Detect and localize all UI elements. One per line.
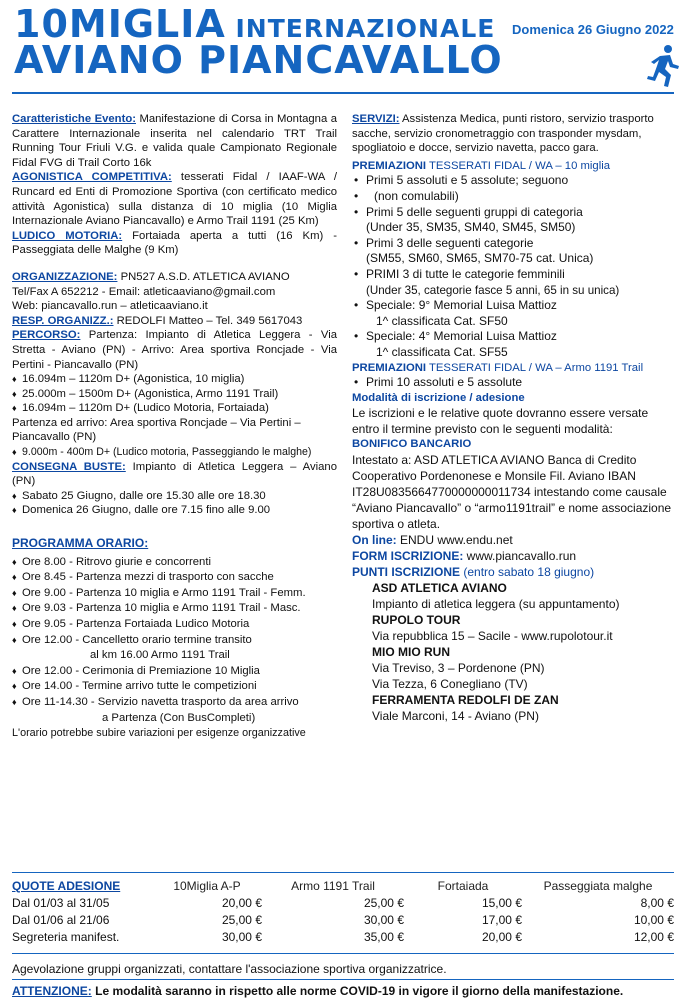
telfax-line: Tel/Fax A 652212 - Email: atleticaaviano@gmail.com	[12, 285, 276, 298]
bonifico-heading	[352, 437, 678, 452]
programma-cont: a Partenza (Con BusCompleti)	[102, 711, 256, 724]
title-miglia: MIGLIA	[68, 2, 226, 46]
programma-label: PROGRAMMA ORARIO:	[12, 536, 149, 551]
title-number: 10	[14, 2, 69, 46]
premiazione-subitem: (Under 35, categorie fasce 5 anni, 65 in su unica)	[366, 283, 620, 297]
online-line	[352, 532, 678, 548]
bonifico-label: BONIFICO BANCARIO	[352, 438, 472, 451]
resp-paragraph	[12, 314, 337, 329]
premiazione-item: • PRIMI 3 di tutte le categorie femminili	[352, 267, 678, 283]
servizi-label: SERVIZI:	[352, 113, 400, 125]
premiazione-item: • Speciale: 4° Memorial Luisa Mattioz	[352, 329, 678, 345]
quote-label: QUOTE ADESIONE	[12, 879, 121, 893]
form-label: FORM ISCRIZIONE:	[352, 548, 464, 563]
quote-value: 30,00 €	[221, 930, 262, 944]
quote-header-row	[12, 878, 674, 895]
quote-column-header: Fortaiada	[437, 879, 489, 893]
programma-note: L'orario potrebbe subire variazioni per esigenze organizzative	[12, 727, 306, 740]
modalita-heading	[352, 391, 678, 406]
punti-heading	[352, 564, 678, 580]
quote-value: 17,00 €	[481, 913, 522, 927]
punto-name: RUPOLO TOUR	[372, 612, 461, 627]
punto-iscrizione	[352, 580, 678, 612]
premiazioni-trail-label: PREMIAZIONI	[352, 361, 427, 374]
programma-item: ♦ Ore 8.45 - Partenza mezzi di trasporto con sacche	[12, 570, 337, 586]
quote-column-header: Armo 1191 Trail	[291, 879, 375, 893]
partenza-arrivo: Partenza ed arrivo: Area sportiva Roncjade – Via Pertini – Piancavallo (PN)	[12, 416, 301, 444]
programma-item: ♦ Ore 9.03 - Partenza 10 miglia e Armo 1191 Trail - Masc.	[12, 601, 337, 617]
agonistica-paragraph	[12, 170, 337, 228]
punto-line: Via Tezza, 6 Conegliano (TV)	[372, 676, 528, 691]
punto-iscrizione	[352, 692, 678, 724]
punto-line: Impianto di atletica leggera (su appuntamento)	[372, 596, 620, 611]
quote-value: 30,00 €	[363, 913, 404, 927]
punto-name: FERRAMENTA REDOLFI DE ZAN	[372, 692, 559, 707]
quote-value: 15,00 €	[481, 896, 522, 910]
punto-line: Via repubblica 15 – Sacile - www.rupolotour.it	[372, 628, 613, 643]
quote-value: 20,00 €	[221, 896, 262, 910]
programma-item: ♦ Ore 14.00 - Termine arrivo tutte le competizioni	[12, 679, 337, 695]
programma-item: ♦ Ore 12.00 - Cerimonia di Premiazione 10 Miglia	[12, 664, 337, 680]
ludico-paragraph	[12, 229, 337, 258]
programma-item: ♦ Ore 9.00 - Partenza 10 miglia e Armo 1191 Trail - Femm.	[12, 586, 337, 602]
servizi-paragraph	[352, 112, 678, 156]
caratteristiche-paragraph	[12, 112, 337, 170]
punto-iscrizione	[352, 644, 678, 692]
consegna-paragraph	[12, 460, 337, 489]
organizzazione-label: ORGANIZZAZIONE:	[12, 270, 118, 283]
premiazione-subitem: 1^ classificata Cat. SF50	[376, 313, 508, 328]
premiazione-subitem: 1^ classificata Cat. SF55	[376, 344, 508, 359]
quote-bottom-rule	[12, 953, 674, 954]
consegna-label: CONSEGNA BUSTE:	[12, 460, 126, 473]
agonistica-text: tesserati Fidal / IAAF-WA / Runcard ed Enti di Promozione Sportiva (con certificato medico attività Agonistica) sulla distanza di 10 miglia (10 Miglia Internazionale Aviano Piancavallo) e Armo Trail 1191 (25 Km)	[12, 171, 337, 228]
premiazioni-label: PREMIAZIONI	[352, 159, 427, 172]
consegna-text: Impianto di Atletica Leggera – Aviano (PN)	[12, 460, 337, 488]
premiazioni-heading	[352, 159, 678, 174]
right-column	[352, 112, 678, 724]
percorso-text: Partenza: Impianto di Atletica Leggera - Via Stretta - Aviano (PN) - Arrivo: Area sportiva Roncjade - Via Pertini - Piancavallo (PN)	[12, 329, 337, 371]
attenzione-label: ATTENZIONE:	[12, 984, 92, 998]
modalita-label: Modalità di iscrizione / adesione	[352, 391, 525, 404]
ludico-text: Fortaiada aperta a tutti (16 Km) - Passeggiata delle Malghe (9 Km)	[12, 229, 337, 257]
title-internazionale: INTERNAZIONALE	[225, 14, 496, 43]
premiazione-subitem: (SM55, SM60, SM65, SM70-75 cat. Unica)	[366, 251, 594, 266]
quote-period: Dal 01/06 al 21/06	[12, 913, 110, 927]
quote-column-header: 10Miglia A-P	[173, 879, 241, 893]
premiazioni-trail-heading	[352, 361, 678, 376]
programma-item: ♦ Ore 8.00 - Ritrovo giurie e concorrenti	[12, 555, 337, 571]
quote-value: 35,00 €	[363, 930, 404, 944]
quote-value: 12,00 €	[633, 930, 674, 944]
event-date: Domenica 26 Giugno 2022	[512, 22, 674, 37]
organizzazione-text: PN527 A.S.D. ATLETICA AVIANO	[117, 270, 290, 283]
event-title-line2: AVIANO PIANCAVALLO	[14, 38, 503, 82]
web-line: Web: piancavallo.run – atleticaaviano.it	[12, 300, 208, 313]
programma-cont: al km 16.00 Armo 1191 Trail	[90, 649, 230, 662]
quote-value: 25,00 €	[221, 913, 262, 927]
premiazione-item: • Speciale: 9° Memorial Luisa Mattioz	[352, 298, 678, 314]
online-label: On line:	[352, 532, 397, 547]
quote-period: Dal 01/03 al 31/05	[12, 896, 110, 910]
servizi-text: Assistenza Medica, punti ristoro, servizio trasporto sacche, servizio cronometraggio con trasponder mysdam, spogliatoio e docce, servizio navetta, pacco gara.	[352, 113, 654, 155]
punto-name: MIO MIO RUN	[372, 644, 450, 659]
premiazioni-label-rest: TESSERATI FIDAL / WA – 10 miglia	[426, 159, 611, 172]
quote-column-header: Passeggiata malghe	[543, 879, 653, 893]
online-text: ENDU www.endu.net	[396, 532, 513, 547]
attenzione-rule	[12, 979, 674, 980]
programma-item: ♦ Ore 12.00 - Cancelletto orario termine transito	[12, 633, 337, 649]
programma-item: ♦ Ore 11-14.30 - Servizio navetta trasporto da area arrivo	[12, 695, 337, 711]
punti-label: PUNTI ISCRIZIONE	[352, 564, 461, 579]
quote-value: 10,00 €	[633, 913, 674, 927]
form-line	[352, 548, 678, 564]
premiazione-subitem: • (non comulabili)	[352, 189, 678, 205]
percorso-item: ♦ 25.000m – 1500m D+ (Agonistica, Armo 1191 Trail)	[12, 387, 337, 402]
programma-heading	[12, 536, 337, 552]
modalita-text: Le iscrizioni e le relative quote dovranno essere versate entro il termine previsto con le seguenti modalità:	[352, 406, 649, 437]
consegna-item: ♦ Sabato 25 Giugno, dalle ore 15.30 alle ore 18.30	[12, 489, 337, 504]
quote-value: 8,00 €	[640, 896, 674, 910]
quote-table	[12, 878, 674, 946]
header-rule	[12, 92, 674, 94]
punto-iscrizione	[352, 612, 678, 644]
consegna-item: ♦ Domenica 26 Giugno, dalle ore 7.15 fino alle 9.00	[12, 503, 337, 518]
programma-item: ♦ Ore 9.05 - Partenza Fortaiada Ludico Motoria	[12, 617, 337, 633]
agonistica-label: AGONISTICA COMPETITIVA:	[12, 171, 172, 184]
punto-line: Viale Marconi, 14 - Aviano (PN)	[372, 708, 539, 723]
punto-name: ASD ATLETICA AVIANO	[372, 580, 507, 595]
organizzazione-paragraph	[12, 270, 337, 285]
premiazione-item: • Primi 3 delle seguenti categorie	[352, 236, 678, 252]
quote-rule	[12, 872, 674, 873]
quote-period: Segreteria manifest.	[12, 930, 120, 944]
percorso-label: PERCORSO:	[12, 329, 81, 342]
punti-label-rest: (entro sabato 18 giugno)	[460, 564, 595, 579]
premiazione-trail-item: • Primi 10 assoluti e 5 assolute	[352, 375, 678, 391]
ludico-label: LUDICO MOTORIA:	[12, 229, 123, 242]
caratteristiche-text: Manifestazione di Corsa in Montagna a Carattere Internazionale inserita nel calendario TRT Trail Running Tour Friuli V.G. e valida quale Campionato Regionale Fidal FVG di Trail Corto 16k	[12, 113, 337, 169]
percorso-item: ♦ 16.094m – 1120m D+ (Ludico Motoria, Fortaiada)	[12, 401, 337, 416]
header	[0, 0, 684, 96]
premiazione-item: • Primi 5 assoluti e 5 assolute; seguono	[352, 173, 678, 189]
premiazioni-trail-label-rest: TESSERATI FIDAL / WA – Armo 1191 Trail	[426, 361, 644, 374]
resp-text: REDOLFI Matteo – Tel. 349 5617043	[113, 314, 303, 327]
bonifico-text: Intestato a: ASD ATLETICA AVIANO Banca di Credito Cooperativo Pordenonese e Monsile Fil. Aviano IBAN IT28U0835664770000000011734 intestando come causale “Aviano Piancavallo” o “armo1191trail” e nome associazione sportiva o atleta.	[352, 452, 672, 531]
runner-icon	[646, 44, 680, 88]
attenzione-text: Le modalità saranno in rispetto alle norme COVID-19 in vigore il giorno della manifestazione.	[91, 984, 624, 998]
form-text: www.piancavallo.run	[463, 548, 577, 563]
caratteristiche-label: Caratteristiche Evento:	[12, 113, 136, 125]
percorso-paragraph	[12, 328, 337, 372]
attenzione-note	[12, 984, 623, 998]
punto-line: Via Treviso, 3 – Pordenone (PN)	[372, 660, 545, 675]
percorso-item: ♦ 16.094m – 1120m D+ (Agonistica, 10 miglia)	[12, 372, 337, 387]
quote-row	[12, 912, 674, 929]
quote-row	[12, 929, 674, 946]
left-column	[12, 112, 337, 742]
premiazione-item: • Primi 5 delle seguenti gruppi di categoria	[352, 205, 678, 221]
quote-value: 25,00 €	[363, 896, 404, 910]
agevolazione-note: Agevolazione gruppi organizzati, contattare l'associazione sportiva organizzatrice.	[12, 962, 447, 976]
resp-label: RESP. ORGANIZZ.:	[12, 314, 114, 327]
percorso-extra-item: ♦ 9.000m - 400m D+ (Ludico motoria, Passeggiando le malghe)	[12, 445, 337, 460]
quote-value: 20,00 €	[481, 930, 522, 944]
quote-row	[12, 895, 674, 912]
premiazione-subitem: (Under 35, SM35, SM40, SM45, SM50)	[366, 220, 576, 235]
